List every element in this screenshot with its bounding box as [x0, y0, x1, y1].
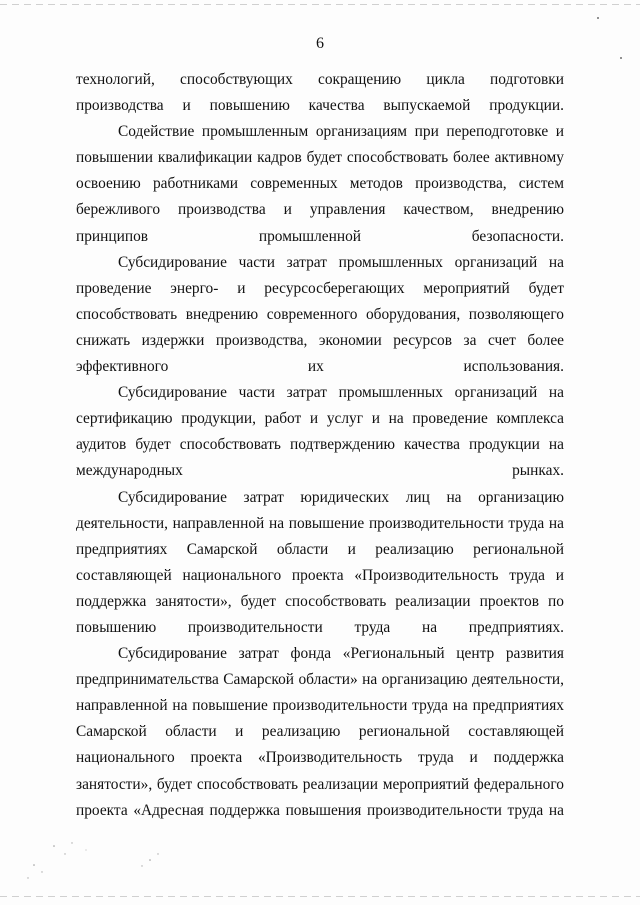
- text-line: предпринимательства Самарской области» на организацию деятельности,: [76, 671, 564, 689]
- paragraph-productivity-legal-entities: [76, 485, 564, 642]
- text-line: Субсидирование части затрат промышленных организаций на: [118, 384, 564, 402]
- text-line: предприятиях Самарской области и реализацию региональной: [76, 540, 564, 558]
- paragraph-energy-subsidy: [76, 250, 564, 380]
- text-line: Содействие промышленным организациям при переподготовке и: [118, 123, 564, 141]
- scan-speck: [620, 57, 622, 59]
- text-line: Субсидирование затрат фонда «Региональный центр развития: [118, 645, 564, 663]
- scan-speck: [597, 17, 599, 19]
- text-line: бережливого производства и управления качеством, внедрению принципов: [76, 201, 564, 245]
- text-line: направленной на повышение производительности труда на предприятиях: [76, 697, 564, 715]
- text-line: Субсидирование части затрат промышленных организаций на: [118, 253, 564, 271]
- text-line: национального проекта «Производительность труда и поддержка: [76, 749, 564, 767]
- text-line: сертификацию продукции, работ и услуг и на проведение комплекса: [76, 410, 564, 428]
- text-line: освоению работниками современных методов производства, систем: [76, 175, 564, 193]
- text-line: снижать издержки производства, экономии ресурсов за счет более: [76, 331, 564, 349]
- text-line: проведение энерго- и ресурсосберегающих мероприятий будет: [76, 279, 564, 297]
- paragraph-regional-centre-fund: [76, 641, 564, 824]
- paragraph-training: [76, 119, 564, 249]
- text-line: эффективного их использования.: [76, 358, 564, 376]
- document-body: [76, 67, 564, 824]
- text-line: повышению производительности труда на предприятиях.: [76, 618, 564, 636]
- text-line: Субсидирование затрат юридических лиц на организацию: [118, 488, 564, 506]
- text-line: промышленной безопасности.: [258, 227, 564, 245]
- scan-noise: [20, 840, 170, 890]
- text-line: технологий, способствующих сокращению цикла подготовки производства: [76, 71, 564, 115]
- text-line: деятельности, направленной на повышение производительности труда на: [76, 514, 564, 532]
- paragraph-continuation: [76, 67, 564, 119]
- text-line: и повышению качества выпускаемой продукции.: [182, 97, 564, 115]
- text-line: проекта «Адресная поддержка повышения производительности труда на: [76, 801, 564, 819]
- text-line: поддержка занятости», будет способствовать реализации проектов по: [76, 592, 564, 610]
- text-line: занятости», будет способствовать реализации мероприятий федерального: [76, 775, 564, 793]
- page-number: 6: [316, 35, 324, 52]
- paragraph-certification-subsidy: [76, 380, 564, 484]
- text-line: способствовать внедрению современного оборудования, позволяющего: [76, 305, 564, 323]
- text-line: международных рынках.: [76, 462, 564, 480]
- scan-edge-bottom: [0, 896, 640, 897]
- text-line: составляющей национального проекта «Производительность труда и: [76, 566, 564, 584]
- scan-edge-top: [0, 4, 640, 5]
- text-line: повышении квалификации кадров будет способствовать более активному: [76, 149, 564, 167]
- text-line: Самарской области и реализацию региональной составляющей: [76, 723, 564, 741]
- text-line: аудитов будет способствовать подтверждению качества продукции на: [76, 436, 564, 454]
